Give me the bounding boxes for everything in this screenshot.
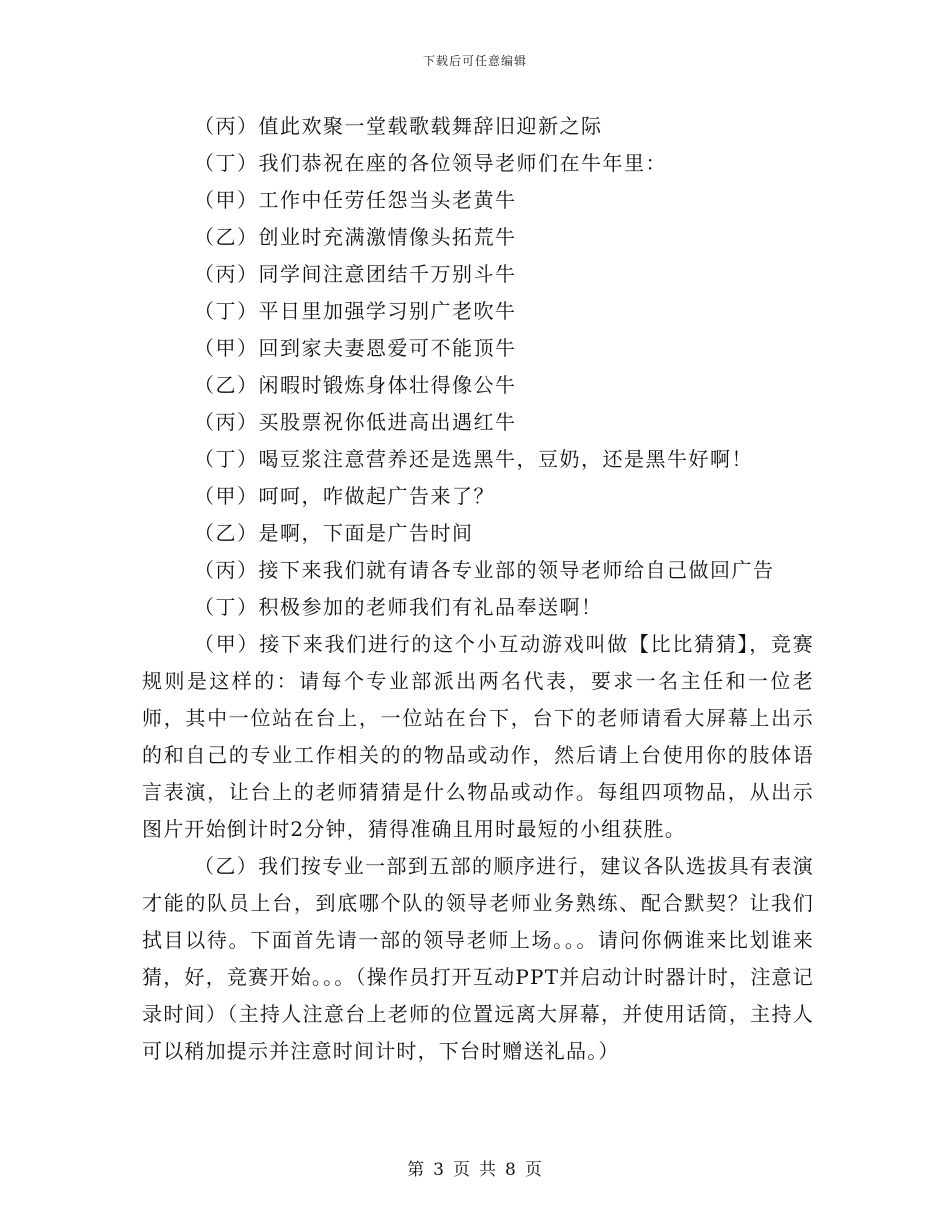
dialogue-line: （丁）积极参加的老师我们有礼品奉送啊！	[194, 595, 603, 619]
dialogue-line: （乙）闲暇时锻炼身体壮得像公牛	[194, 373, 517, 397]
page-footer	[0, 1155, 950, 1180]
dialogue-line: （乙）是啊，下面是广告时间	[194, 521, 474, 545]
rules-paragraph: （甲）接下来我们进行的这个小互动游戏叫做【比比猜猜】，竞赛规则是这样的：请每个专业部派出两名代表，要求一名主任和一位老师，其中一位站在台上，一位站在台下，台下的老师请看大屏幕上出示的和自己的专业工作相关的的物品或动作，然后请上台使用你的肢体语言表演，让台上的老师猜猜是什么物品或动作。每组四项物品，从出示图片开始倒计时2分钟，猜得准确且用时最短的小组获胜。	[142, 632, 814, 841]
dialogue-line: （甲）呵呵，咋做起广告来了？	[194, 484, 495, 508]
page-number: 3	[433, 1160, 445, 1180]
dialogue-line: （丁）喝豆浆注意营养还是选黑牛，豆奶，还是黑牛好啊！	[194, 447, 753, 471]
page-total: 8	[505, 1160, 517, 1180]
dialogue-line: （丙）买股票祝你低进高出遇红牛	[194, 410, 517, 434]
dialogue-line: （甲）回到家夫妻恩爱可不能顶牛	[194, 336, 517, 360]
footer-prefix: 第	[407, 1160, 426, 1180]
footer-total-prefix: 共	[479, 1160, 497, 1180]
dialogue-line: （丙）同学间注意团结千万别斗牛	[194, 262, 517, 286]
dialogue-line: （乙）创业时充满激情像头拓荒牛	[194, 225, 517, 249]
page-header: 下载后可任意编辑	[422, 54, 527, 68]
dialogue-line: （丁）平日里加强学习别广老吹牛	[194, 299, 517, 323]
footer-total-unit: 页	[524, 1160, 543, 1180]
dialogue-line: （丙）值此欢聚一堂载歌载舞辞旧迎新之际	[194, 114, 603, 138]
footer-page-unit: 页	[453, 1160, 471, 1180]
procedure-paragraph: （乙）我们按专业一部到五部的顺序进行，建议各队选拔具有表演才能的队员上台，到底哪个队的领导老师业务熟练、配合默契？让我们拭目以待。下面首先请一部的领导老师上场。。。请问你俩谁来比划谁来猜，好，竞赛开始。。。（操作员打开互动PPT并启动计时器计时，注意记录时间）（主持人注意台上老师的位置远离大屏幕，并使用话筒，主持人可以稍加提示并注意时间计时，下台时赠送礼品。）	[142, 854, 814, 1063]
dialogue-line: （甲）工作中任劳任怨当头老黄牛	[194, 188, 517, 212]
dialogue-line: （丙）接下来我们就有请各专业部的领导老师给自己做回广告	[194, 558, 775, 582]
document-body	[142, 108, 814, 1070]
dialogue-line: （丁）我们恭祝在座的各位领导老师们在牛年里：	[194, 151, 667, 175]
